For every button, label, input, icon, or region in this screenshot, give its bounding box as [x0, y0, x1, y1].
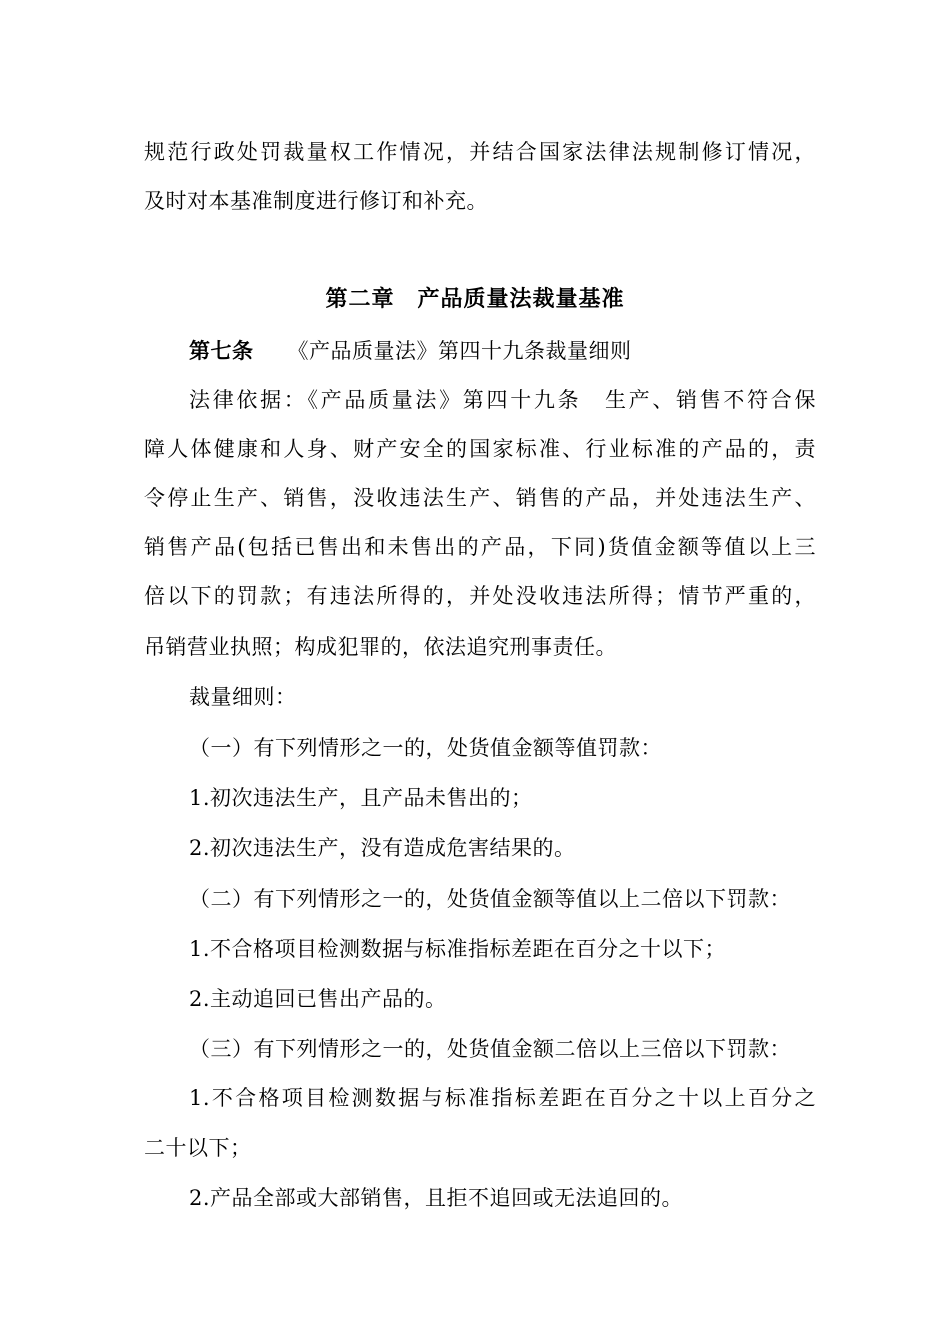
rules-heading: 裁量细则：: [189, 685, 297, 709]
tier-item: 1.不合格项目检测数据与标准指标差距在百分之十以上百分之: [189, 1086, 816, 1110]
legal-basis-line: 销售产品(包括已售出和未售出的产品，下同)货值金额等值以上三: [144, 535, 816, 559]
legal-basis-line: 令停止生产、销售，没收违法生产、销售的产品，并处违法生产、: [144, 486, 816, 510]
legal-basis-line: 法律依据：《产品质量法》第四十九条 生产、销售不符合保: [189, 388, 816, 412]
tier-item: 1.初次违法生产，且产品未售出的；: [189, 786, 533, 810]
tier-item: 2.初次违法生产，没有造成危害结果的。: [189, 836, 576, 860]
tier-heading: （一）有下列情形之一的，处货值金额等值罚款：: [189, 736, 662, 760]
tier-item: 1.不合格项目检测数据与标准指标差距在百分之十以下；: [189, 937, 727, 961]
chapter-title: 第二章 产品质量法裁量基准: [325, 287, 625, 312]
paragraph-line: 及时对本基准制度进行修订和补充。: [144, 189, 488, 213]
tier-heading: （二）有下列情形之一的，处货值金额等值以上二倍以下罚款：: [189, 887, 791, 911]
tier-item: 二十以下；: [144, 1136, 252, 1160]
legal-basis-line: 倍以下的罚款；有违法所得的，并处没收违法所得；情节严重的，: [144, 584, 816, 608]
tier-item: 2.主动追回已售出产品的。: [189, 987, 447, 1011]
article-label: 第七条: [189, 339, 254, 363]
legal-basis-line: 障人体健康和人身、财产安全的国家标准、行业标准的产品的，责: [144, 437, 816, 461]
tier-heading: （三）有下列情形之一的，处货值金额二倍以上三倍以下罚款：: [189, 1037, 791, 1061]
paragraph-line: 规范行政处罚裁量权工作情况，并结合国家法律法规制修订情况，: [144, 140, 816, 164]
legal-basis-line: 吊销营业执照；构成犯罪的，依法追究刑事责任。: [144, 635, 617, 659]
article-heading: [189, 336, 816, 366]
article-title: 《产品质量法》第四十九条裁量细则: [287, 339, 632, 363]
tier-item: 2.产品全部或大部销售，且拒不追回或无法追回的。: [189, 1186, 684, 1210]
